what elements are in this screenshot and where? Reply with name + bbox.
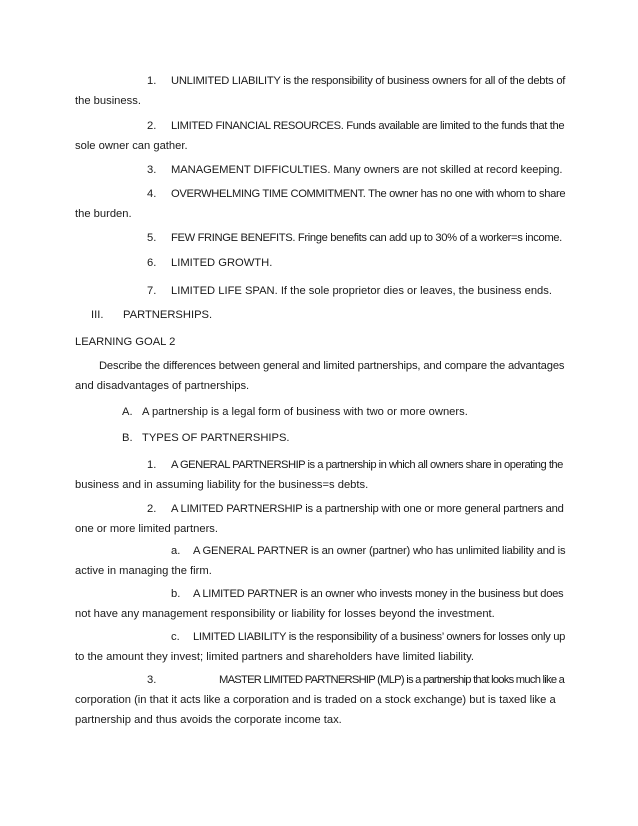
subtype-letter: a. — [171, 545, 181, 557]
type-text-continued: corporation (in that it acts like a corporation and is traded on a stock exchange) but is taxed like a — [75, 694, 556, 706]
subtype-text-continued: to the amount they invest; limited partners and shareholders have limited liability. — [75, 651, 475, 663]
item-number: 5. — [147, 232, 157, 244]
item-text: LIMITED LIFE SPAN. If the sole proprietor dies or leaves, the business ends. — [171, 285, 552, 297]
type-text: A LIMITED PARTNERSHIP is a partnership with one or more general partners and — [171, 503, 564, 515]
goal-text-continued: and disadvantages of partnerships. — [75, 380, 250, 392]
type-text-continued: one or more limited partners. — [75, 523, 219, 535]
point-letter: A. — [122, 406, 133, 418]
section-number: III. — [91, 309, 104, 321]
subtype-text-continued: not have any management responsibility or liability for losses beyond the investment. — [75, 608, 495, 620]
subtype-letter: b. — [171, 588, 181, 600]
item-text: FEW FRINGE BENEFITS. Fringe benefits can add up to 30% of a worker=s income. — [171, 232, 562, 244]
type-text-continued: partnership and thus avoids the corporate income tax. — [75, 714, 342, 726]
subtype-letter: c. — [171, 631, 180, 643]
item-number: 7. — [147, 285, 157, 297]
item-text: MANAGEMENT DIFFICULTIES. Many owners are not skilled at record keeping. — [171, 164, 563, 176]
subtype-text: A GENERAL PARTNER is an owner (partner) who has unlimited liability and is — [193, 545, 566, 557]
type-number: 3. — [147, 674, 157, 686]
item-number: 1. — [147, 75, 157, 87]
item-text: UNLIMITED LIABILITY is the responsibility of business owners for all of the debts of — [171, 75, 566, 87]
item-text: LIMITED FINANCIAL RESOURCES. Funds available are limited to the funds that the — [171, 120, 565, 132]
learning-goal-heading: LEARNING GOAL 2 — [75, 336, 176, 348]
point-text: TYPES OF PARTNERSHIPS. — [142, 432, 290, 444]
subtype-text-continued: active in managing the firm. — [75, 565, 212, 577]
item-text-continued: the burden. — [75, 208, 132, 220]
item-text: OVERWHELMING TIME COMMITMENT. The owner has no one with whom to share — [171, 188, 566, 200]
point-letter: B. — [122, 432, 133, 444]
type-number: 1. — [147, 459, 157, 471]
type-text: A GENERAL PARTNERSHIP is a partnership in which all owners share in operating the — [171, 459, 563, 471]
item-text: LIMITED GROWTH. — [171, 257, 273, 269]
item-number: 3. — [147, 164, 157, 176]
type-text: MASTER LIMITED PARTNERSHIP (MLP) is a partnership that looks much like a — [219, 674, 565, 686]
section-title: PARTNERSHIPS. — [123, 309, 213, 321]
item-number: 6. — [147, 257, 157, 269]
item-number: 4. — [147, 188, 157, 200]
point-text: A partnership is a legal form of business with two or more owners. — [142, 406, 468, 418]
type-number: 2. — [147, 503, 157, 515]
item-number: 2. — [147, 120, 157, 132]
item-text-continued: sole owner can gather. — [75, 140, 188, 152]
subtype-text: LIMITED LIABILITY is the responsibility of a business’ owners for losses only up — [193, 631, 566, 643]
subtype-text: A LIMITED PARTNER is an owner who invests money in the business but does — [193, 588, 564, 600]
item-text-continued: the business. — [75, 95, 141, 107]
type-text-continued: business and in assuming liability for the business=s debts. — [75, 479, 369, 491]
goal-text: Describe the differences between general and limited partnerships, and compare the advantages — [99, 360, 565, 372]
